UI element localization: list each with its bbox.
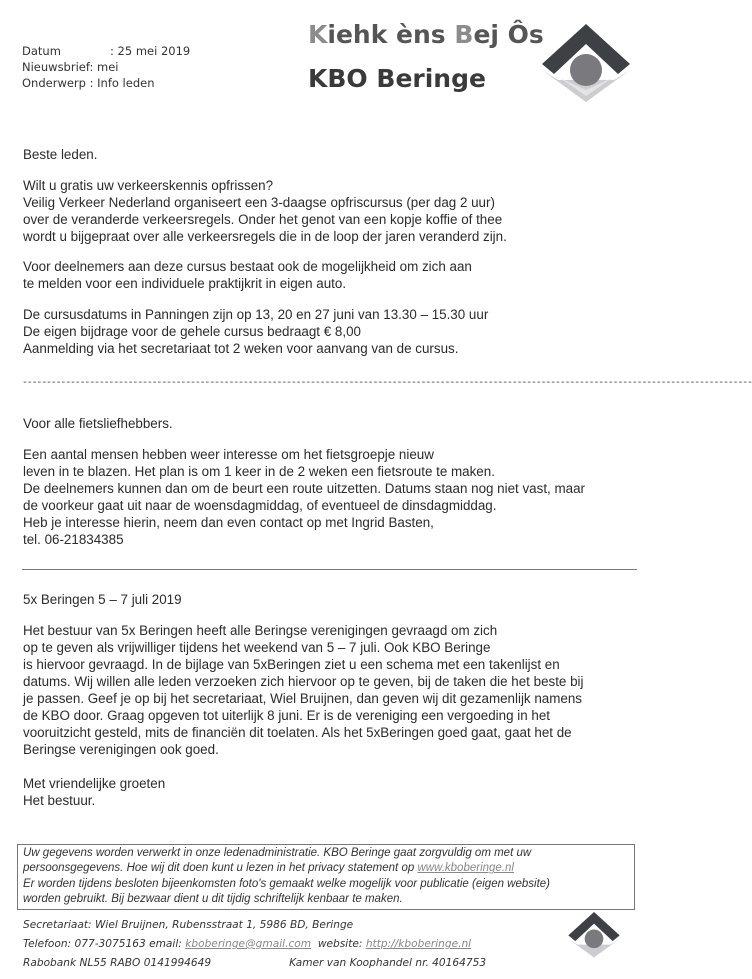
text-line: De deelnemers kunnen dan om de beurt een route uitzetten. Datums staan nog niet vast, maar	[23, 481, 585, 496]
closing-salutation: Met vriendelijke groeten	[23, 776, 166, 791]
kbo-footer-logo-icon	[566, 905, 622, 961]
footer-contact-line	[23, 935, 486, 954]
text-line: De cursusdatums in Panningen zijn op 13, 20 en 27 juni van 13.30 – 15.30 uur	[23, 307, 489, 322]
text-line: Aanmelding via het secretariaat tot 2 weken voor aanvang van de cursus.	[23, 341, 459, 356]
text-line: je passen. Geef je op bij het secretariaat, Wiel Bruijnen, dan geven wij dit gezamenlijk namens	[23, 691, 582, 706]
logo-circle	[570, 54, 602, 86]
privacy-text: persoonsgegevens. Hoe wij dit doen kunt u lezen in het privacy statement op	[23, 862, 418, 875]
date-label: Datum	[22, 44, 61, 58]
text-line: leven in te blazen. Het plan is om 1 keer in de 2 weken een fietsroute te maken.	[23, 464, 495, 479]
letter-meta	[22, 43, 190, 91]
text-line: Een aantal mensen hebben weer interesse om het fietsgroepje nieuw	[23, 447, 434, 462]
text-line: is hiervoor gevraagd. In de bijlage van 5xBeringen ziet u een schema met een takenlijst en	[23, 657, 560, 672]
section2-title: Voor alle fietsliefhebbers.	[23, 416, 173, 431]
footer-phone: Telefoon: 077-3075163 email:	[23, 938, 186, 950]
section2-body	[23, 446, 585, 548]
brand-text: ej Ôs	[473, 20, 544, 49]
text-line: Heb je interesse hierin, neem dan even contact op met Ingrid Basten,	[23, 515, 434, 530]
section1-para1	[23, 177, 507, 245]
text-line: Voor deelnemers aan deze cursus bestaat ook de mogelijkheid om zich aan	[23, 259, 472, 274]
footer-website-label: website:	[311, 938, 366, 950]
text-line: over de veranderde verkeersregels. Onder het genot van een kopje koffie of thee	[23, 212, 503, 227]
footer-email-link[interactable]: kboberinge@gmail.com	[185, 938, 312, 950]
date-value: : 25 mei 2019	[110, 44, 191, 58]
footer-contact	[23, 916, 486, 973]
brand-letter: K	[308, 20, 328, 49]
text-line: te melden voor een individuele praktijkrit in eigen auto.	[23, 276, 347, 291]
privacy-line: Er worden tijdens besloten bijeenkomsten foto's gemaakt welke mogelijk voor publicatie (eigen website)	[23, 877, 551, 890]
logo-circle	[585, 930, 604, 949]
brand-dialect-name	[308, 20, 544, 49]
text-line: de voorkeur gaat uit naar de woensdagmiddag, of eventueel de dinsdagmiddag.	[23, 498, 497, 513]
greeting: Beste leden.	[23, 147, 98, 162]
subject-label: Onderwerp	[22, 76, 86, 90]
closing-signature: Het bestuur.	[23, 793, 96, 808]
footer-secretariaat: Secretariaat: Wiel Bruijnen, Rubensstraat 1, 5986 BD, Beringe	[23, 919, 354, 931]
text-line: De eigen bijdrage voor de gehele cursus bedraagt € 8,00	[23, 324, 361, 339]
text-line: op te geven als vrijwilliger tijdens het weekend van 5 – 7 juli. Ook KBO Beringe	[23, 640, 491, 655]
closing	[23, 775, 165, 809]
brand-text: iehk èns	[327, 20, 455, 49]
section3-body	[23, 622, 584, 758]
text-line: de KBO door. Graag opgeven tot uiterlijk 8 juni. Er is de vereniging een vergoeding in het	[23, 708, 551, 723]
newsletter-value: mei	[97, 60, 119, 74]
section1-para3	[23, 306, 488, 357]
footer-bank: Rabobank NL55 RABO 0141994649	[23, 957, 212, 969]
footer-bank-line	[23, 954, 486, 973]
kbo-logo-icon	[538, 18, 634, 102]
privacy-notice-box	[17, 844, 635, 910]
text-line: Beringse verenigingen ook goed.	[23, 742, 219, 757]
solid-divider	[22, 569, 637, 570]
newsletter-label: Nieuwsbrief:	[22, 60, 94, 74]
section1-para2	[23, 258, 472, 292]
text-line: vooruitzicht gesteld, mits de financiën dit toelaten. Als het 5xBeringen goed gaat, gaat het de	[23, 725, 572, 740]
footer-kvk: Kamer van Koophandel nr. 40164753	[289, 957, 487, 969]
text-line: wordt u bijgepraat over alle verkeersregels die in de loop der jaren veranderd zijn.	[23, 229, 507, 244]
text-line: Veilig Verkeer Nederland organiseert een 3-daagse opfriscursus (per dag 2 uur)	[23, 195, 495, 210]
section3-title: 5x Beringen 5 – 7 juli 2019	[23, 592, 182, 607]
text-line: Wilt u gratis uw verkeerskennis opfrissen?	[23, 178, 274, 193]
privacy-line	[23, 861, 634, 876]
dashed-divider: --------------------------------------------------------------------------------------------------------------------------------------------------------	[22, 378, 752, 389]
subject-value: : Info leden	[89, 76, 155, 90]
brand-letter: B	[454, 20, 474, 49]
privacy-line: worden gebruikt. Bij bezwaar dient u dit tijdig schriftelijk kenbaar te maken.	[23, 893, 403, 906]
text-line: datums. Wij willen alle leden verzoeken zich hiervoor op te geven, bij de taken die het beste bij	[23, 674, 584, 689]
privacy-website-link[interactable]: www.kboberinge.nl	[417, 862, 514, 875]
text-line: Het bestuur van 5x Beringen heeft alle Beringse verenigingen gevraagd om zich	[23, 623, 498, 638]
brand-org-name: KBO Beringe	[308, 64, 486, 93]
text-line: tel. 06-21834385	[23, 532, 124, 547]
footer-website-link[interactable]: http://kboberinge.nl	[365, 938, 472, 950]
privacy-line: Uw gegevens worden verwerkt in onze ledenadministratie. KBO Beringe gaat zorgvuldig om met uw	[23, 847, 532, 859]
